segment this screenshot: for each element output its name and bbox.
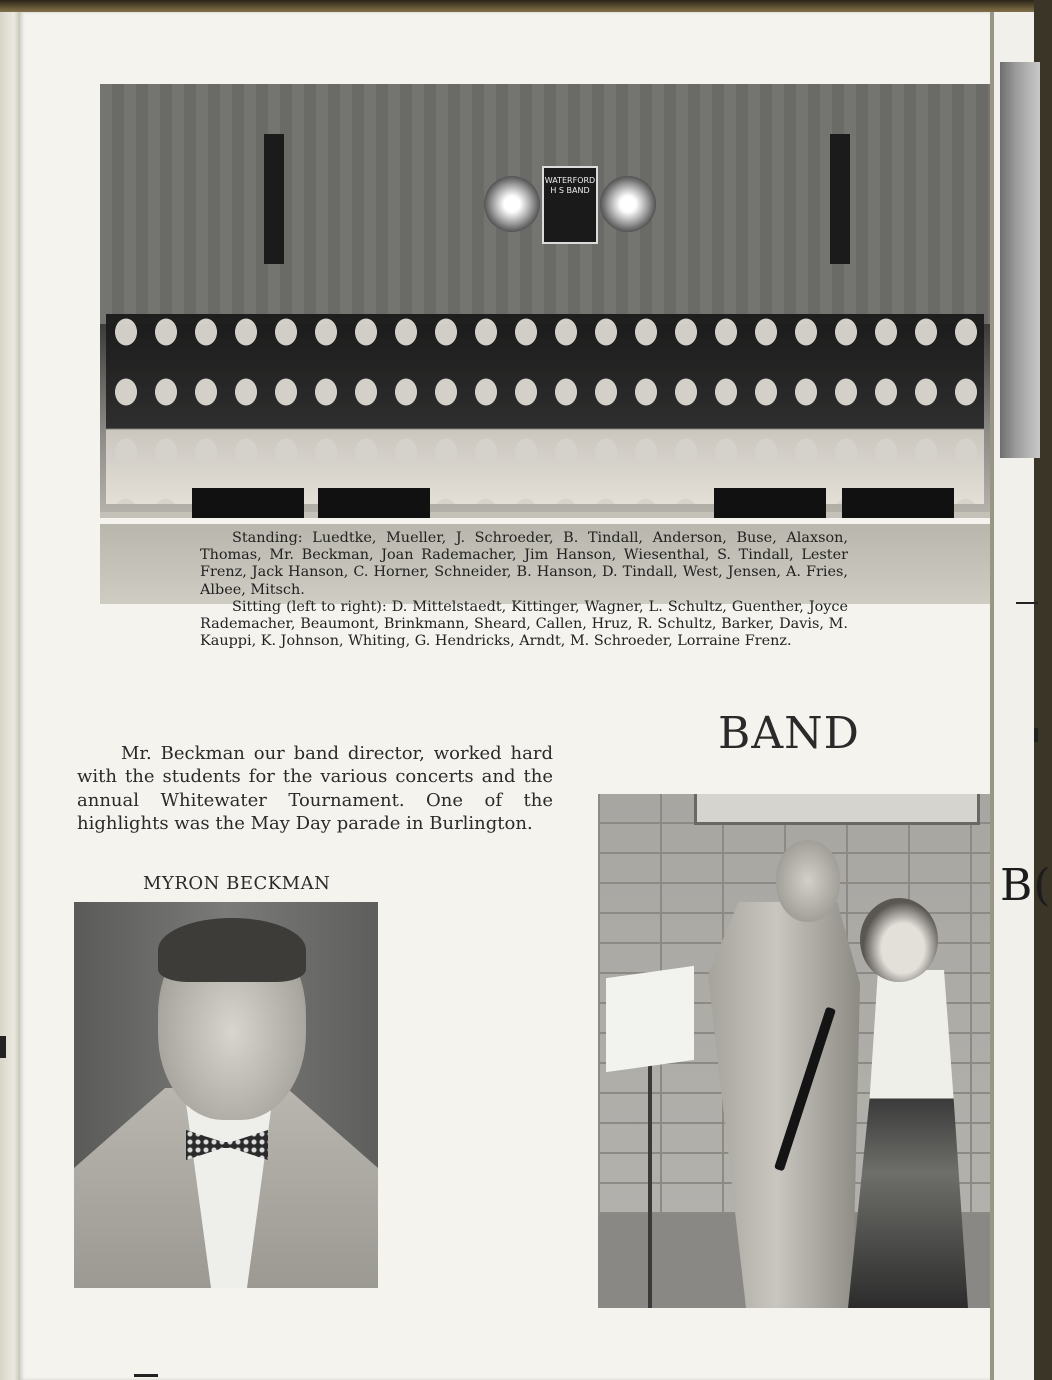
margin-mark <box>0 1036 6 1058</box>
adjacent-page-edge <box>990 12 1052 1380</box>
stage-panel <box>842 488 954 518</box>
sousaphone-bell-left <box>484 176 540 232</box>
adjacent-rule <box>1016 602 1038 604</box>
sheet-music <box>606 966 694 1072</box>
page-edge <box>0 12 20 1380</box>
window <box>694 794 980 825</box>
director-with-clarinetist-photo <box>598 794 990 1308</box>
director-portrait-photo <box>74 902 378 1288</box>
adjacent-heading-fragment: B( <box>1000 860 1052 911</box>
section-title: BAND <box>718 708 860 759</box>
caption-sitting: Sitting (left to right): D. Mittelstaedt, Kittinger, Wagner, L. Schultz, Guenther, Joyce Rademacher, Beaumont, Brinkmann, Sheard, Callen, Hruz, R. Schultz, Barker, Davis, M. Kauppi, K. Johnson, Whiting, G. Hendricks, Arndt, M. Schroeder, Lorraine Frenz. <box>200 598 848 650</box>
flag-left <box>264 134 284 264</box>
band-description: Mr. Beckman our band director, worked hard with the students for the various concerts and the annual Whitewater Tournament. One of the highlights was the May Day parade in Burlington. <box>77 743 553 835</box>
stage-panel <box>192 488 304 518</box>
flag-right <box>830 134 850 264</box>
margin-mark <box>134 1374 158 1377</box>
portrait-hair <box>158 918 306 982</box>
student-head <box>860 898 938 982</box>
caption-standing: Standing: Luedtke, Mueller, J. Schroeder, B. Tindall, Anderson, Buse, Alaxson, Thomas, Mr. Beckman, Joan Rademacher, Jim Hanson, Wiesenthal, S. Tindall, Lester Frenz, Jack Hanson, C. Horner, Schneider, B. Hanson, D. Tindall, West, Jensen, A. Fries, Albee, Mitsch. <box>200 530 848 598</box>
adjacent-mark <box>1034 728 1038 742</box>
director-head <box>776 840 840 922</box>
stage-panel <box>318 488 430 518</box>
band-members <box>106 314 984 504</box>
band-group-photo <box>100 84 990 518</box>
adjacent-photo-edge <box>1000 62 1040 458</box>
music-stand <box>648 1064 652 1308</box>
portrait-name-caption: MYRON BECKMAN <box>143 873 331 894</box>
group-photo-caption <box>200 530 848 650</box>
sousaphone-bell-right <box>600 176 656 232</box>
band-banner: WATERFORD H S BAND <box>542 166 598 244</box>
stage-panel <box>714 488 826 518</box>
